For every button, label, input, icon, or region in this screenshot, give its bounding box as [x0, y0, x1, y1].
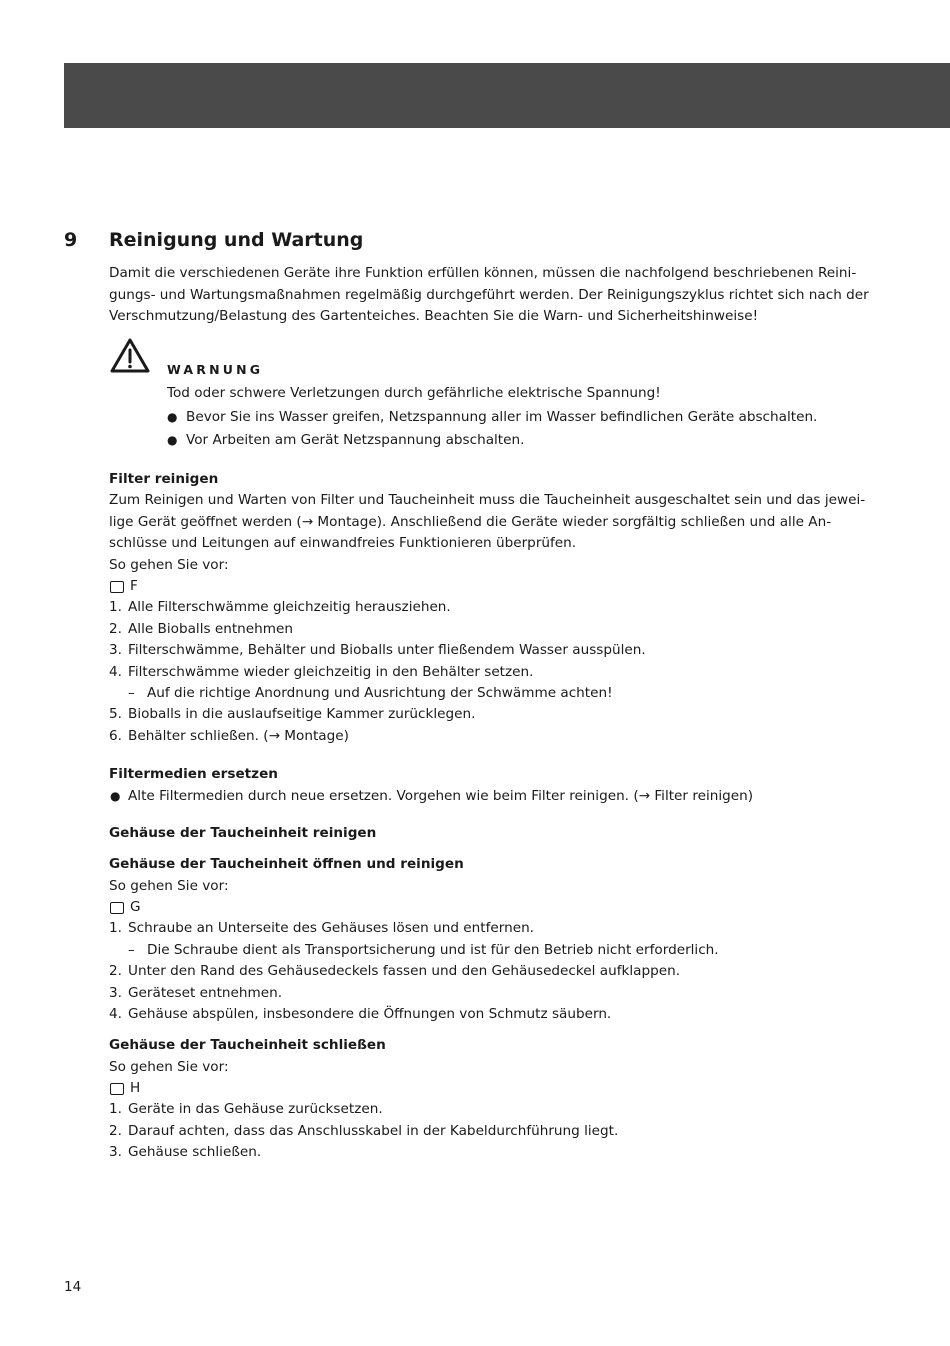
step-number: 4.	[109, 1006, 122, 1022]
figure-ref: F	[130, 578, 138, 594]
media-bullet: Alte Filtermedien durch neue ersetzen. Vorgehen wie beim Filter reinigen. (→ Filter reinigen)	[128, 788, 754, 804]
warning-text: Tod oder schwere Verletzungen durch gefährliche elektrische Spannung!	[167, 385, 661, 401]
chapter-number: 9	[64, 229, 78, 251]
step-number: 5.	[109, 706, 122, 722]
bullet-icon: ●	[110, 789, 121, 803]
bullet-icon: ●	[167, 410, 178, 424]
intro-line: Damit die verschiedenen Geräte ihre Funktion erfüllen können, müssen die nachfolgend beschriebenen Reini-	[109, 265, 857, 281]
step-text: Gehäuse abspülen, insbesondere die Öffnungen von Schmutz säubern.	[128, 1006, 612, 1022]
section-heading: Gehäuse der Taucheinheit reinigen	[109, 825, 377, 841]
step-number: 2.	[109, 963, 122, 979]
step-number: 3.	[109, 985, 122, 1001]
procedure-intro: So gehen Sie vor:	[109, 1059, 229, 1075]
step-text: Schraube an Unterseite des Gehäuses lösen und entfernen.	[128, 920, 535, 936]
intro-line: gungs- und Wartungsmaßnahmen regelmäßig durchgeführt werden. Der Reinigungszyklus richtet sich nach der	[109, 287, 869, 303]
step-number: 3.	[109, 1144, 122, 1160]
step-note: Auf die richtige Anordnung und Ausrichtung der Schwämme achten!	[147, 685, 613, 701]
section-heading: Filtermedien ersetzen	[109, 766, 278, 782]
step-text: Geräteset entnehmen.	[128, 985, 283, 1001]
paragraph-line: schlüsse und Leitungen auf einwandfreies Funktionieren überprüfen.	[109, 535, 577, 551]
step-number: 6.	[109, 728, 122, 744]
procedure-intro: So gehen Sie vor:	[109, 557, 229, 573]
step-number: 2.	[109, 621, 122, 637]
figure-ref-icon	[110, 1083, 124, 1095]
figure-ref: G	[130, 899, 141, 915]
step-text: Unter den Rand des Gehäusedeckels fassen und den Gehäusedeckel aufklappen.	[128, 963, 681, 979]
note-dash: –	[128, 685, 135, 701]
warning-bullet: Bevor Sie ins Wasser greifen, Netzspannung aller im Wasser befindlichen Geräte abschalten.	[186, 409, 818, 425]
step-text: Geräte in das Gehäuse zurücksetzen.	[128, 1101, 383, 1117]
step-text: Filterschwämme, Behälter und Bioballs unter fließendem Wasser ausspülen.	[128, 642, 646, 658]
intro-line: Verschmutzung/Belastung des Gartenteiches. Beachten Sie die Warn- und Sicherheitshinweise!	[109, 308, 759, 324]
step-text: Darauf achten, dass das Anschlusskabel in der Kabeldurchführung liegt.	[128, 1123, 619, 1139]
figure-ref-icon	[110, 902, 124, 914]
section-heading: Filter reinigen	[109, 471, 219, 487]
page-number: 14	[64, 1279, 82, 1295]
subsection-heading: Gehäuse der Taucheinheit öffnen und reinigen	[109, 856, 464, 872]
step-text: Gehäuse schließen.	[128, 1144, 262, 1160]
step-number: 2.	[109, 1123, 122, 1139]
step-number: 1.	[109, 1101, 122, 1117]
step-text: Alle Bioballs entnehmen	[128, 621, 293, 637]
warning-label: WARNUNG	[167, 362, 264, 377]
warning-triangle-icon	[110, 338, 150, 374]
figure-ref: H	[130, 1080, 141, 1096]
step-number: 4.	[109, 664, 122, 680]
header-bar	[64, 63, 950, 128]
subsection-heading: Gehäuse der Taucheinheit schließen	[109, 1037, 386, 1053]
bullet-icon: ●	[167, 433, 178, 447]
note-dash: –	[128, 942, 135, 958]
warning-bullet: Vor Arbeiten am Gerät Netzspannung abschalten.	[186, 432, 525, 448]
step-number: 1.	[109, 920, 122, 936]
paragraph-line: lige Gerät geöffnet werden (→ Montage). Anschließend die Geräte wieder sorgfältig schließen und alle An-	[109, 514, 832, 530]
figure-ref-icon	[110, 581, 124, 593]
chapter-title: Reinigung und Wartung	[109, 229, 364, 251]
step-text: Filterschwämme wieder gleichzeitig in den Behälter setzen.	[128, 664, 534, 680]
step-text: Bioballs in die auslaufseitige Kammer zurücklegen.	[128, 706, 476, 722]
step-text: Behälter schließen. (→ Montage)	[128, 728, 349, 744]
step-number: 3.	[109, 642, 122, 658]
procedure-intro: So gehen Sie vor:	[109, 878, 229, 894]
step-number: 1.	[109, 599, 122, 615]
step-note: Die Schraube dient als Transportsicherung und ist für den Betrieb nicht erforderlich.	[147, 942, 719, 958]
paragraph-line: Zum Reinigen und Warten von Filter und Taucheinheit muss die Taucheinheit ausgeschaltet sein und das jewei-	[109, 492, 866, 508]
step-text: Alle Filterschwämme gleichzeitig herausziehen.	[128, 599, 451, 615]
